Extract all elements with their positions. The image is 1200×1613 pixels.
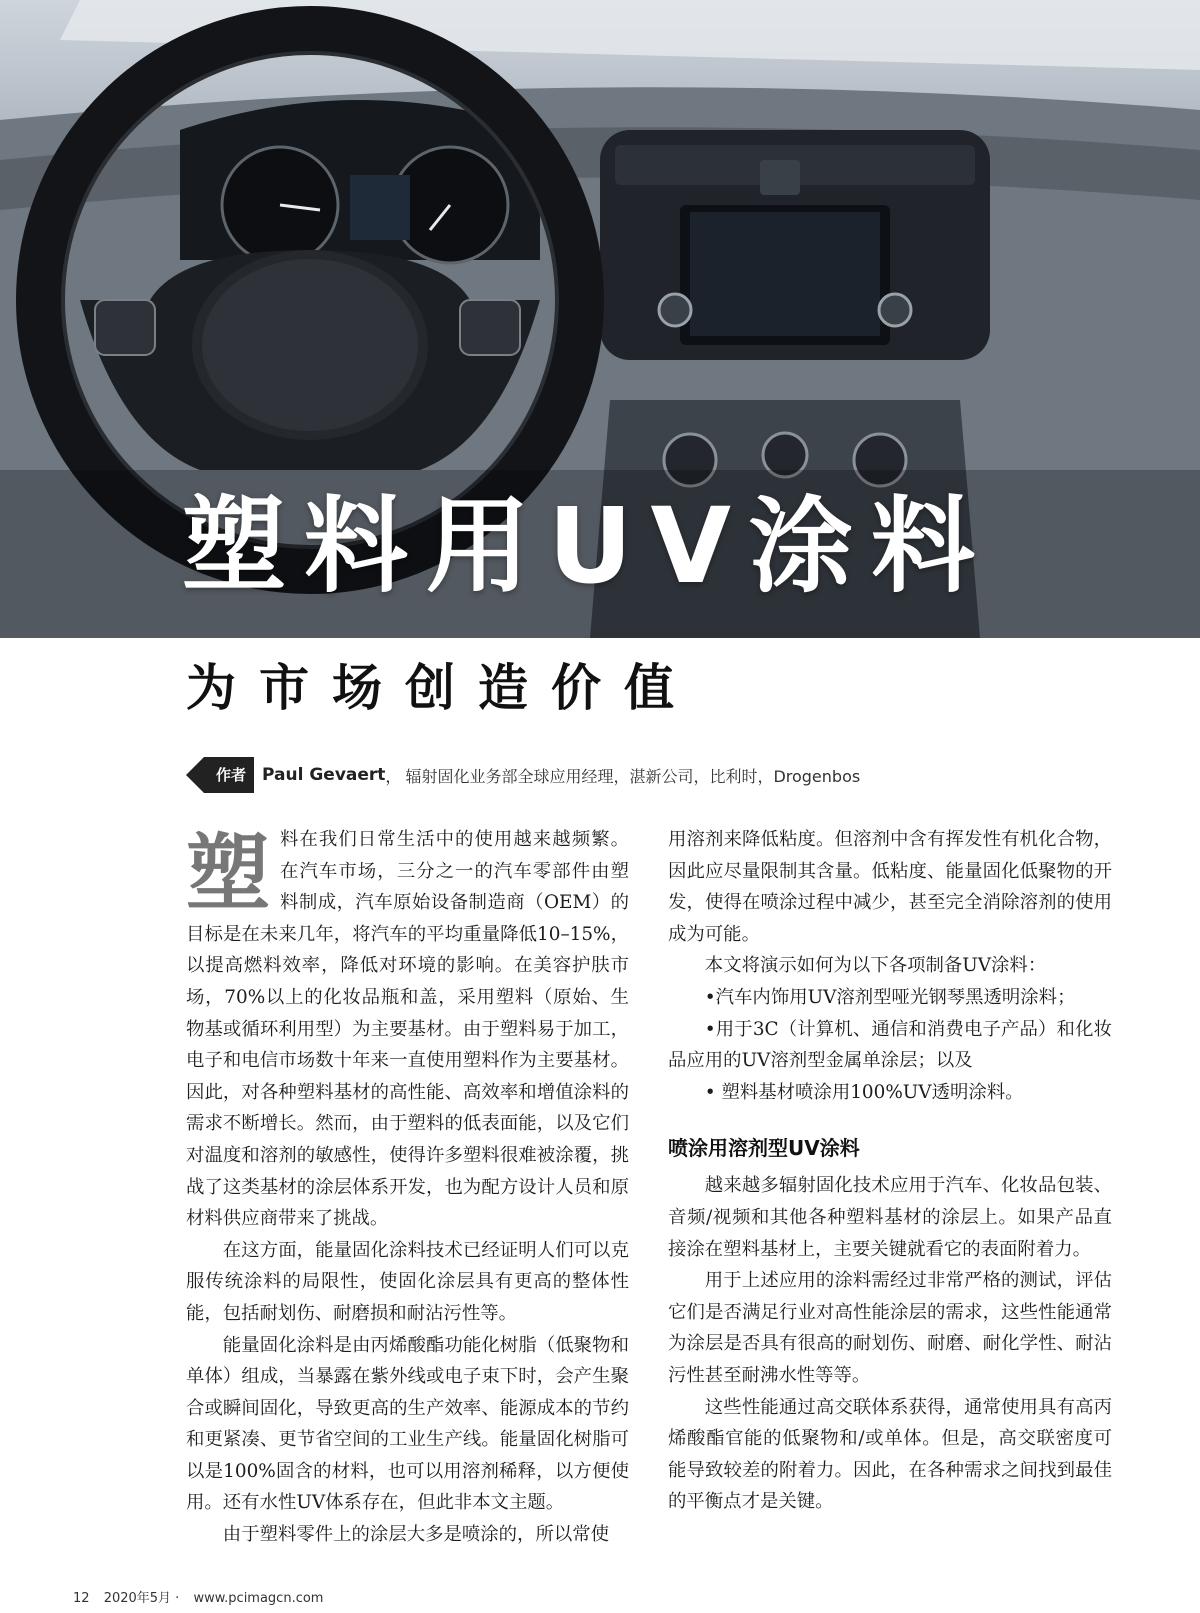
byline <box>186 757 860 793</box>
paragraph: 越来越多辐射固化技术应用于汽车、化妆品包装、音频/视频和其他各种塑料基材的涂层上。如果产品直接涂在塑料基材上，主要关键就看它的表面附着力。 <box>668 1175 1112 1260</box>
byline-tag: 作者 <box>186 757 254 793</box>
byline-separator: ， <box>385 766 402 786</box>
article-column-left <box>186 824 629 1551</box>
paragraph: 在这方面，能量固化涂料技术已经证明人们可以克服传统涂料的局限性，使固化涂层具有更高的整体性能，包括耐划伤、耐磨损和耐沾污性等。 <box>186 1239 629 1324</box>
bullet-item: •汽车内饰用UV溶剂型哑光钢琴黑透明涂料； <box>704 986 1076 1008</box>
paragraph <box>186 824 629 1235</box>
paragraph: 能量固化涂料是由丙烯酸酯功能化树脂（低聚物和单体）组成，当暴露在紫外线或电子束下时，会产生聚合或瞬间固化，导致更高的生产效率、能源成本的节约和更紧凑、更节省空间的工业生产线。能量固化树脂可以是100%固含的材料，也可以用溶剂稀释，以方便使用。还有水性UV体系存在，但此非本文主题。 <box>186 1334 629 1514</box>
article-title: 塑料用UV涂料 <box>182 485 993 607</box>
drop-cap: 塑 <box>186 825 271 923</box>
article-subtitle: 为市场创造价值 <box>186 659 697 717</box>
page-footer <box>73 1587 333 1606</box>
section-heading: 喷涂用溶剂型UV涂料 <box>668 1136 860 1161</box>
issue-date: 2020年5月 · <box>103 1591 180 1606</box>
paragraph: 由于塑料零件上的涂层大多是喷涂的，所以常使 <box>222 1524 610 1546</box>
byline-author: Paul Gevaert <box>262 765 386 785</box>
bullet-item: •用于3C（计算机、通信和消费电子产品）和化妆品应用的UV溶剂型金属单涂层；以及 <box>668 1018 1112 1072</box>
paragraph: 用于上述应用的涂料需经过非常严格的测试，评估它们是否满足行业对高性能涂层的需求，这些性能通常为涂层是否具有很高的耐划伤、耐磨、耐化学性、耐沾污性甚至耐沸水性等等。 <box>668 1270 1112 1386</box>
hero-image <box>0 0 1200 638</box>
byline-detail: 辐射固化业务部全球应用经理，湛新公司，比利时，Drogenbos <box>405 766 861 786</box>
article-column-right <box>668 824 1112 1518</box>
paragraph: 本文将演示如何为以下各项制备UV涂料： <box>704 955 1047 977</box>
bullet-item: • 塑料基材喷涂用100%UV透明涂料。 <box>704 1081 1024 1103</box>
paragraph-text: 料在我们日常生活中的使用越来越频繁。在汽车市场，三分之一的汽车零部件由塑料制成，汽车原始设备制造商（OEM）的目标是在未来几年，将汽车的平均重量降低10–15%，以提高燃料效率，降低对环境的影响。在美容护肤市场，70%以上的化妆品瓶和盖，采用塑料（原始、生物基或循环利用型）为主要基材。由于塑料易于加工，电子和电信市场数十年来一直使用塑料作为主要基材。因此，对各种塑料基材的高性能、高效率和增值涂料的需求不断增长。然而，由于塑料的低表面能，以及它们对温度和溶剂的敏感性，使得许多塑料很难被涂覆，挑战了这类基材的涂层体系开发，也为配方设计人员和原材料供应商带来了挑战。 <box>186 829 629 1230</box>
paragraph: 这些性能通过高交联体系获得，通常使用具有高丙烯酸酯官能的低聚物和/或单体。但是，高交联密度可能导致较差的附着力。因此，在各种需求之间找到最佳的平衡点才是关键。 <box>668 1396 1112 1513</box>
paragraph: 用溶剂来降低粘度。但溶剂中含有挥发性有机化合物，因此应尽量限制其含量。低粘度、能量固化低聚物的开发，使得在喷涂过程中减少，甚至完全消除溶剂的使用成为可能。 <box>668 829 1112 945</box>
website-link[interactable]: www.pcimagcn.com <box>193 1591 324 1606</box>
page-number: 12 <box>73 1591 90 1606</box>
